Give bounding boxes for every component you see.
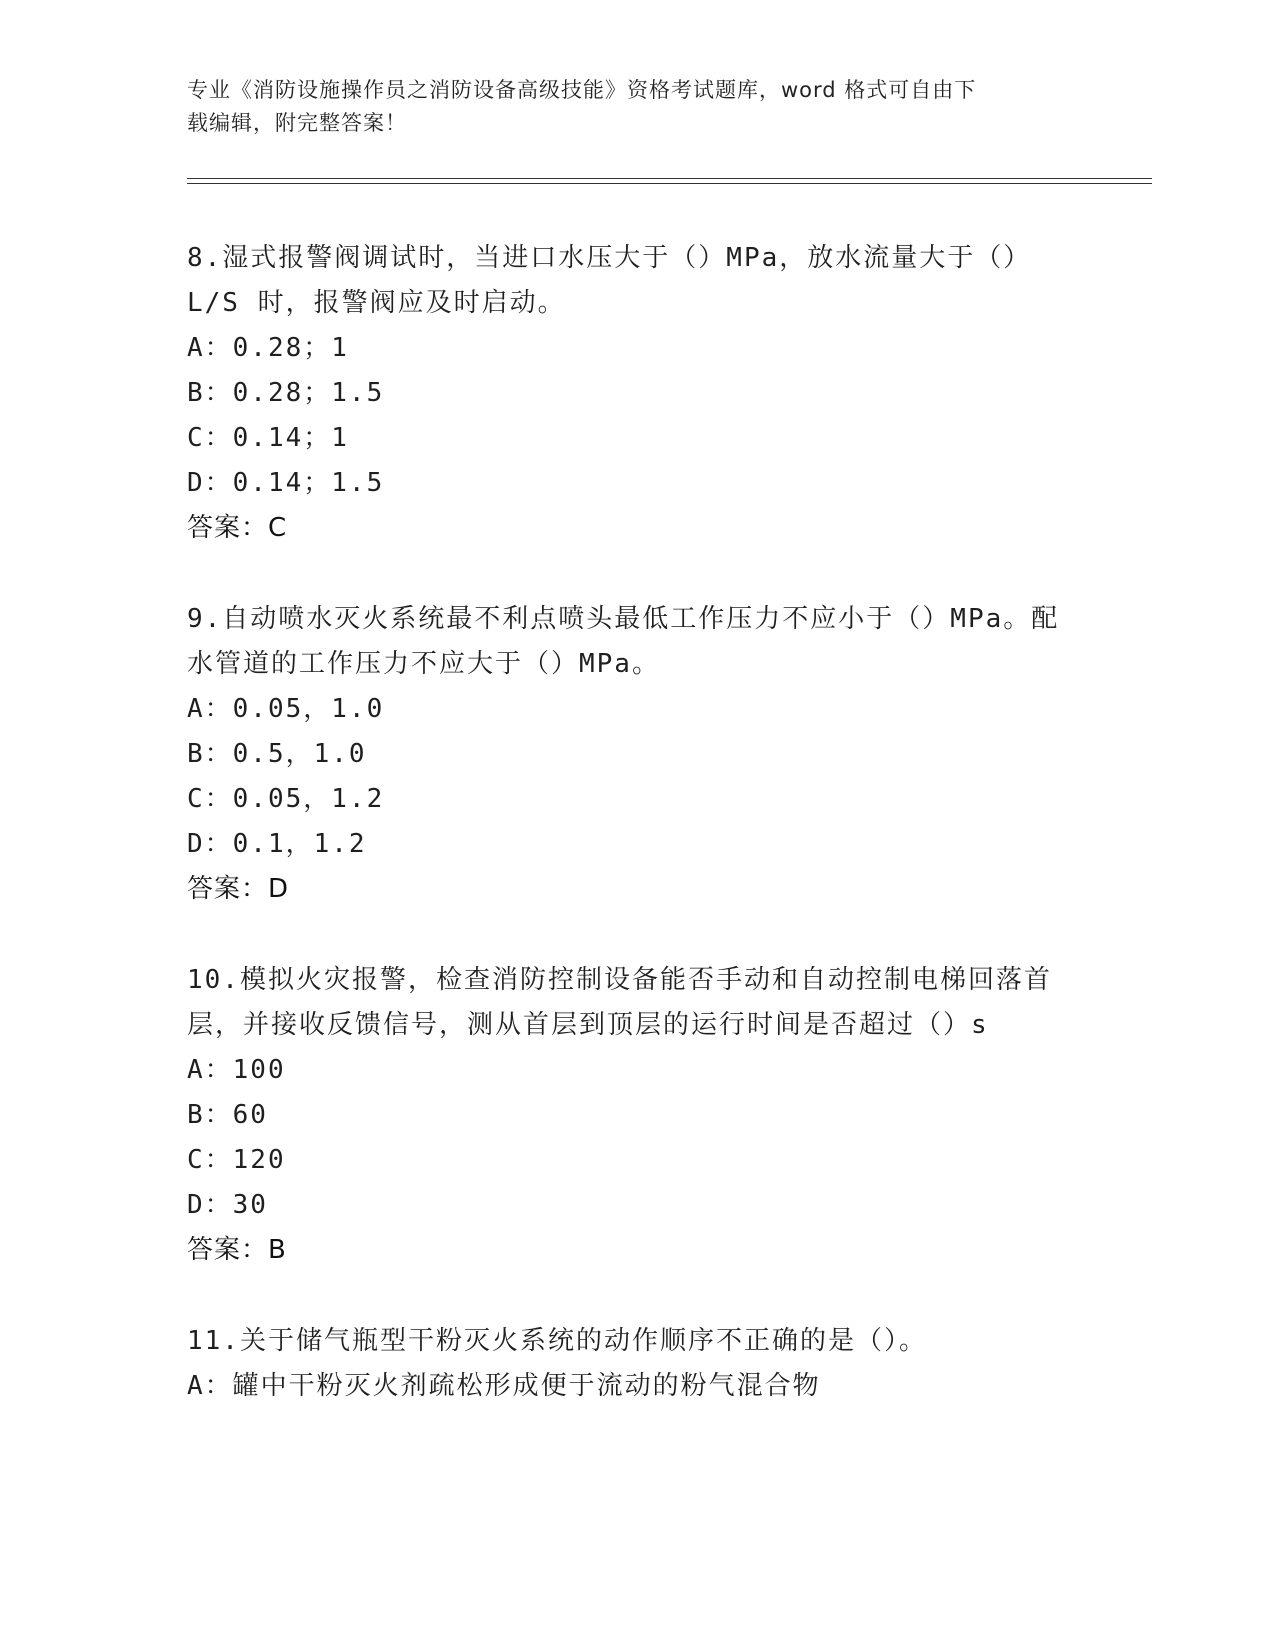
- option-c: C：120: [187, 1145, 286, 1175]
- option-d: D：0.1，1.2: [187, 829, 367, 859]
- answer: 答案：B: [187, 1235, 287, 1265]
- header-line-2: 载编辑，附完整答案！: [187, 111, 407, 135]
- header-divider-bottom: [187, 183, 1152, 184]
- option-b: B：0.5，1.0: [187, 739, 367, 769]
- option-c: C：0.14；1: [187, 423, 349, 453]
- question-text: 10.模拟火灾报警，检查消防控制设备能否手动和自动控制电梯回落首层，并接收反馈信号，测从首层到顶层的运行时间是否超过（）s: [187, 965, 1052, 1040]
- option-d: D：0.14；1.5: [187, 468, 385, 498]
- option-b: B：60: [187, 1100, 268, 1130]
- question-text: 11.关于储气瓶型干粉灭火系统的动作顺序不正确的是（）。: [187, 1326, 927, 1356]
- question-9: [187, 597, 1087, 912]
- option-a: A：0.05，1.0: [187, 694, 385, 724]
- option-c: C：0.05，1.2: [187, 784, 385, 814]
- document-header: [187, 74, 1067, 140]
- question-11: [187, 1319, 1087, 1409]
- option-a: A：100: [187, 1055, 286, 1085]
- option-d: D：30: [187, 1190, 268, 1220]
- option-b: B：0.28；1.5: [187, 378, 385, 408]
- question-list: [187, 236, 1087, 1455]
- option-a: A：罐中干粉灭火剂疏松形成便于流动的粉气混合物: [187, 1371, 821, 1401]
- question-10: [187, 958, 1087, 1273]
- question-text: 9.自动喷水灭火系统最不利点喷头最低工作压力不应小于（）MPa。配水管道的工作压力不应大于（）MPa。: [187, 604, 1060, 679]
- header-line-1: 专业《消防设施操作员之消防设备高级技能》资格考试题库，word 格式可自由下: [187, 78, 977, 102]
- question-8: [187, 236, 1087, 551]
- header-divider-top: [187, 178, 1152, 179]
- question-text: 8.湿式报警阀调试时，当进口水压大于（）MPa，放水流量大于（）L/S 时，报警阀应及时启动。: [187, 243, 1032, 318]
- answer: 答案：D: [187, 874, 290, 904]
- option-a: A：0.28；1: [187, 333, 349, 363]
- answer: 答案：C: [187, 513, 288, 543]
